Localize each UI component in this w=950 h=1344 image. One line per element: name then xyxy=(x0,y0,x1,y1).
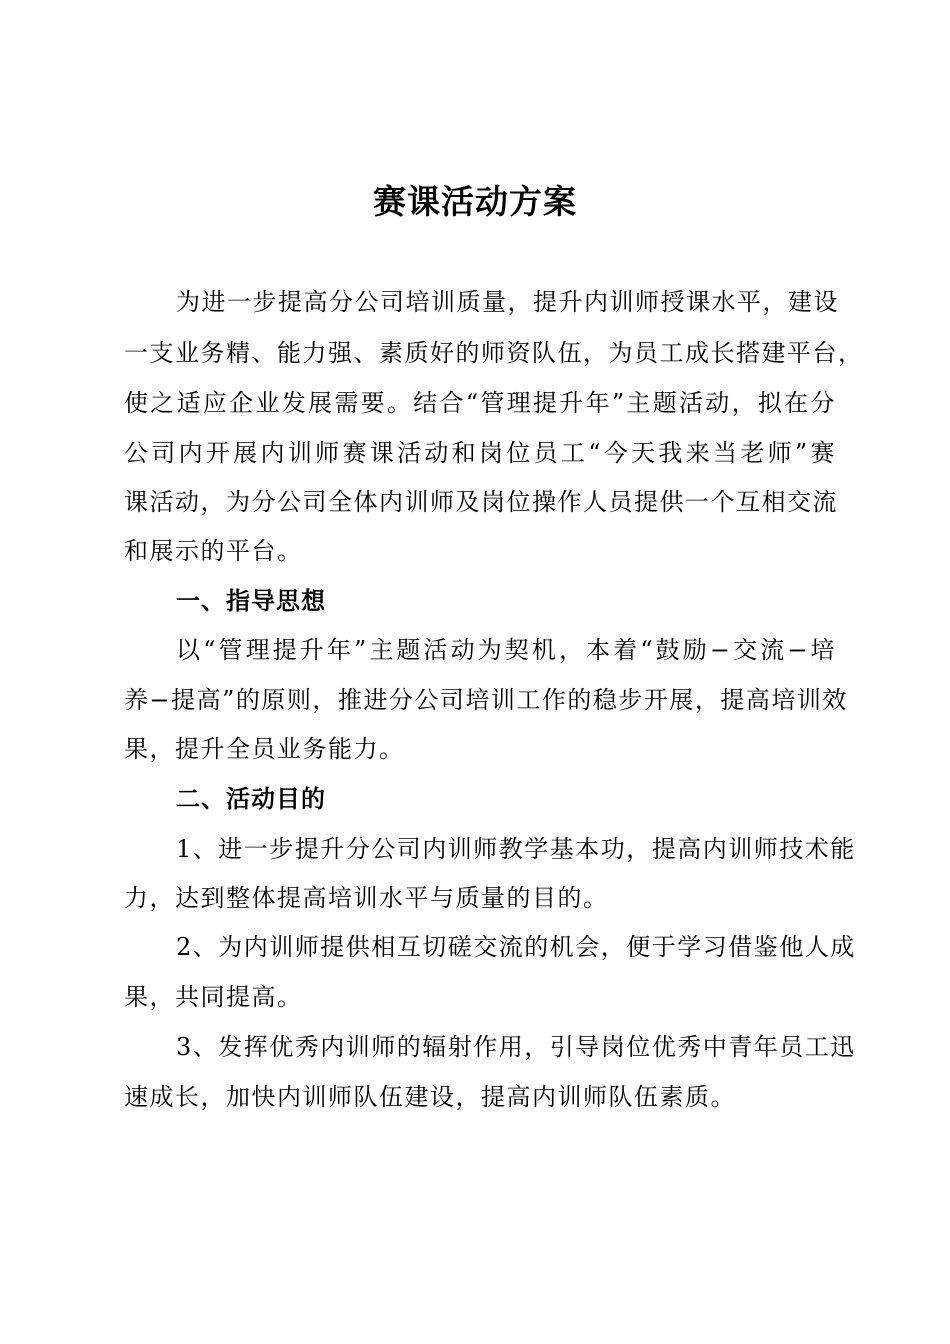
paragraph-line: 使之适应企业发展需要。结合“管理提升年”主题活动，拟在分 xyxy=(124,389,836,417)
paragraph-line: 养−提高”的原则，推进分公司培训工作的稳步开展，提高培训效 xyxy=(124,686,848,714)
paragraph-line: 果，共同提高。 xyxy=(124,983,303,1011)
paragraph-line: 力，达到整体提高培训水平与质量的目的。 xyxy=(124,884,609,912)
paragraph-line: 1、进一步提升分公司内训师教学基本功，提高内训师技术能 xyxy=(176,835,856,863)
paragraph-line: 3、发挥优秀内训师的辐射作用，引导岗位优秀中青年员工迅 xyxy=(176,1033,856,1061)
paragraph-line: 果，提升全员业务能力。 xyxy=(124,735,405,763)
paragraph-line: 2、为内训师提供相互切磋交流的机会，便于学习借鉴他人成 xyxy=(176,933,856,961)
paragraph-line: 公司内开展内训师赛课活动和岗位员工“今天我来当老师”赛 xyxy=(124,439,836,467)
section-heading-guiding-ideology: 一、指导思想 xyxy=(176,587,326,615)
section-heading-activity-purpose: 二、活动目的 xyxy=(176,785,326,813)
paragraph-line: 一支业务精、能力强、素质好的师资队伍，为员工成长搭建平台， xyxy=(124,339,864,367)
document-title: 赛课活动方案 xyxy=(373,182,577,221)
paragraph-line: 以“管理提升年”主题活动为契机，本着“鼓励−交流−培 xyxy=(176,636,836,664)
paragraph-line: 和展示的平台。 xyxy=(124,537,303,565)
paragraph-line: 为进一步提高分公司培训质量，提升内训师授课水平，建设 xyxy=(176,288,839,316)
paragraph-line: 课活动，为分公司全体内训师及岗位操作人员提供一个互相交流 xyxy=(124,488,838,516)
paragraph-line: 速成长，加快内训师队伍建设，提高内训师队伍素质。 xyxy=(124,1083,736,1111)
